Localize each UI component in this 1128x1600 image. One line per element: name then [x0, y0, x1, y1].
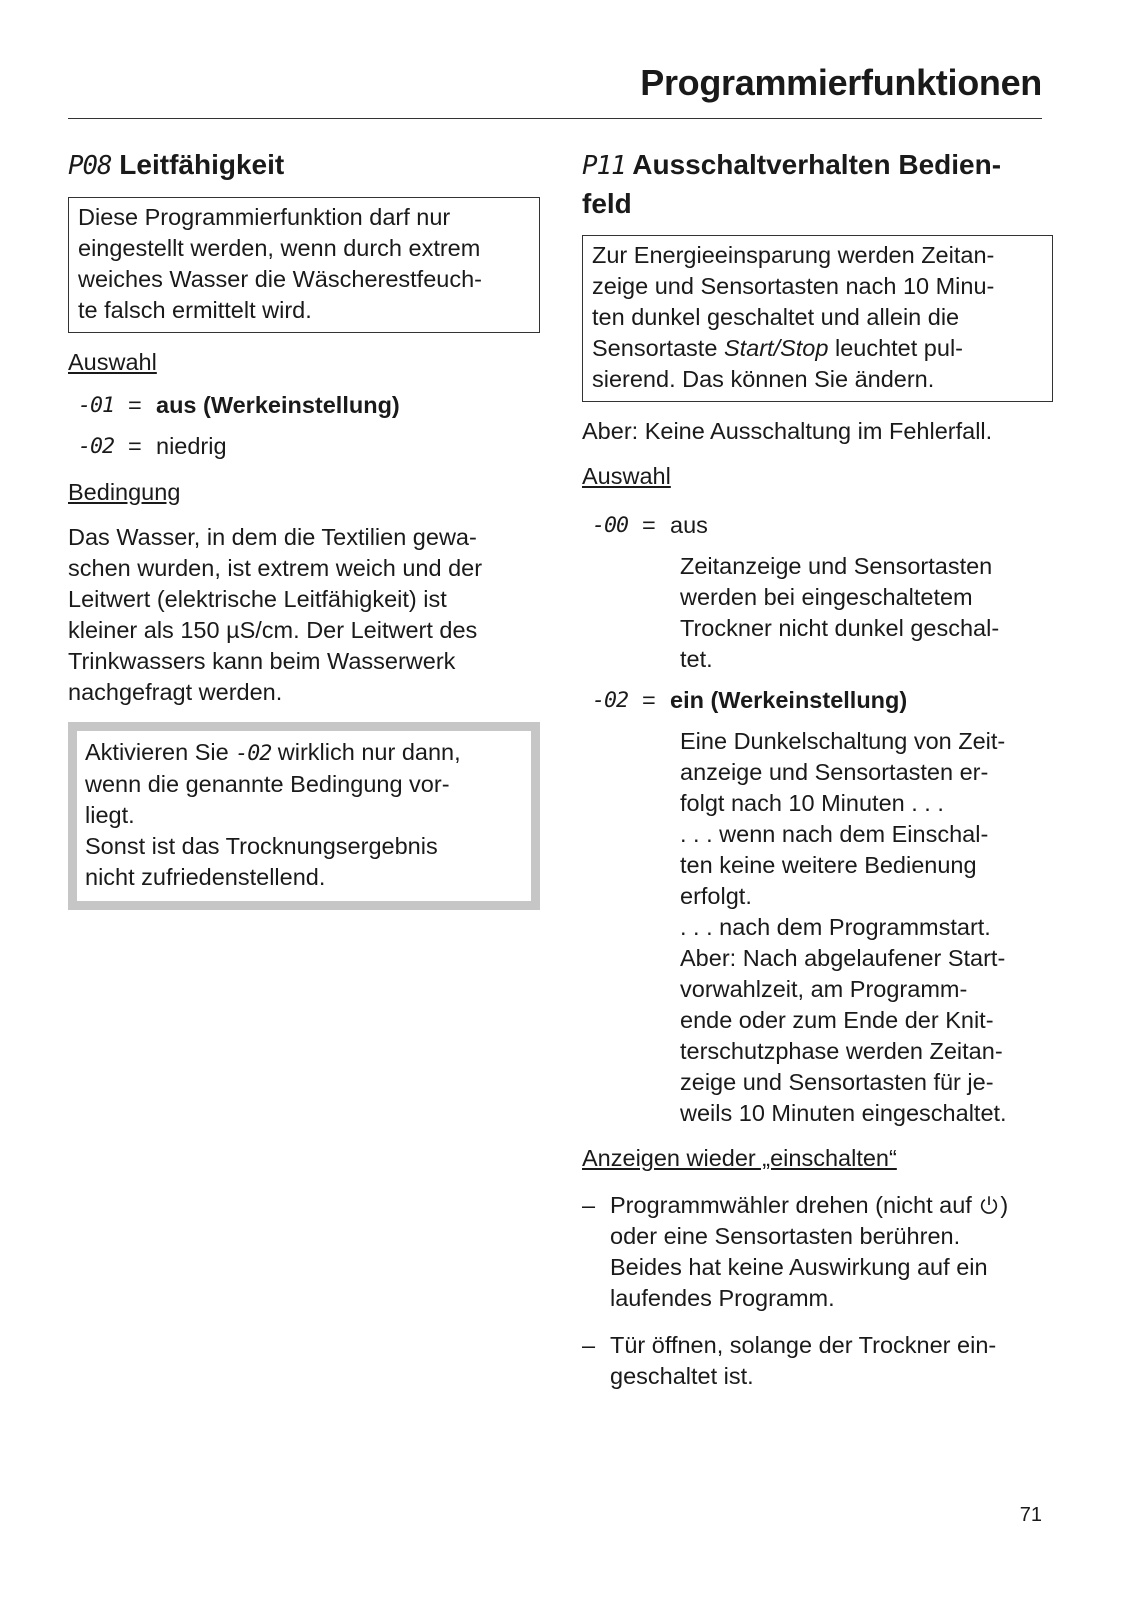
option-code: -00	[592, 513, 629, 538]
text-line: erfolgt.	[680, 883, 752, 909]
text-line: Zeitanzeige und Sensortasten	[680, 553, 993, 579]
bullet-dash: –	[582, 1332, 596, 1358]
text-line: werden bei eingeschaltetem	[680, 584, 973, 610]
section-title: Ausschaltverhalten Bedien-	[632, 149, 1002, 180]
warning-line: liegt.	[85, 802, 135, 828]
section-title-cont: feld	[582, 188, 632, 219]
warning-text: wirklich nur dann,	[277, 739, 461, 765]
option-row	[582, 510, 1062, 541]
text-line: zeige und Sensortasten für je-	[680, 1069, 994, 1095]
option-row	[582, 685, 1062, 716]
warning-line: wenn die genannte Bedingung vor-	[85, 771, 450, 797]
option-description	[680, 726, 1062, 1129]
text-line: terschutzphase werden Zeitan-	[680, 1038, 1003, 1064]
notice-line: ten dunkel geschaltet und allein die	[592, 304, 960, 330]
text-line: Beides hat keine Auswirkung auf ein	[610, 1254, 988, 1280]
text-line: kleiner als 150 µS/cm. Der Leitwert des	[68, 617, 478, 643]
text-line: Das Wasser, in dem die Textilien gewa-	[68, 524, 477, 550]
page-number: 71	[1019, 1504, 1042, 1526]
text-line: Eine Dunkelschaltung von Zeit-	[680, 728, 1006, 754]
page-header-title: Programmierfunktionen	[640, 62, 1042, 103]
text-line: anzeige und Sensortasten er-	[680, 759, 989, 785]
option-text: aus	[670, 512, 708, 538]
option-code: -02	[78, 434, 115, 459]
bullet-item	[582, 1190, 1062, 1314]
bullet-dash: –	[582, 1192, 596, 1218]
warning-line	[85, 737, 521, 769]
option-text: niedrig	[156, 433, 227, 459]
notice-line: Zur Energieeinsparung werden Zeitan-	[592, 242, 995, 268]
text-line: vorwahlzeit, am Programm-	[680, 976, 968, 1002]
notice-line: eingestellt werden, wenn durch extrem	[78, 235, 481, 261]
text-line: folgt nach 10 Minuten . . .	[680, 790, 944, 816]
option-code: -01	[78, 393, 115, 418]
option-text: aus (Werkeinstellung)	[156, 392, 400, 418]
section-heading-p08	[68, 146, 540, 185]
notice-line: te falsch ermittelt wird.	[78, 297, 312, 323]
bullet-text: Programmwähler drehen (nicht auf	[610, 1192, 972, 1218]
text-line: . . . nach dem Programmstart.	[680, 914, 991, 940]
bedingung-label: Bedingung	[68, 479, 181, 505]
text-line: Trockner nicht dunkel geschal-	[680, 615, 1000, 641]
warning-line: nicht zufriedenstellend.	[85, 864, 326, 890]
section-title: Leitfähigkeit	[119, 149, 285, 180]
option-text: ein (Werkeinstellung)	[670, 687, 908, 713]
notice-text: leuchtet pul-	[834, 335, 963, 361]
option-description	[680, 551, 1062, 675]
text-line: ende oder zum Ende der Knit-	[680, 1007, 994, 1033]
start-stop-key: Start/Stop	[723, 335, 829, 361]
notice-box	[68, 197, 540, 333]
header-divider	[68, 118, 1042, 119]
einschalten-label: Anzeigen wieder „einschalten“	[582, 1145, 897, 1171]
auswahl-label: Auswahl	[68, 349, 157, 375]
notice-box	[582, 235, 1053, 402]
text-line: schen wurden, ist extrem weich und der	[68, 555, 483, 581]
warning-text: Aktivieren Sie	[85, 739, 229, 765]
notice-line: weiches Wasser die Wäscherestfeuch-	[78, 266, 482, 292]
power-icon	[978, 1194, 1000, 1216]
text-line: . . . wenn nach dem Einschal-	[680, 821, 989, 847]
option-equals: =	[642, 687, 656, 713]
notice-line: zeige und Sensortasten nach 10 Minu-	[592, 273, 995, 299]
bullet-item	[582, 1330, 1062, 1392]
warning-code: -02	[235, 741, 272, 766]
section-code: P11	[582, 151, 626, 181]
text-line: Leitwert (elektrische Leitfähigkeit) ist	[68, 586, 447, 612]
warning-line: Sonst ist das Trocknungsergebnis	[85, 833, 438, 859]
text-line: tet.	[680, 646, 713, 672]
section-code: P08	[68, 151, 112, 181]
notice-text: Sensortaste	[592, 335, 718, 361]
bullet-text: )	[1000, 1192, 1009, 1218]
text-line: geschaltet ist.	[610, 1363, 754, 1389]
notice-line: sierend. Das können Sie ändern.	[592, 366, 935, 392]
option-equals: =	[642, 512, 656, 538]
option-row	[68, 390, 540, 421]
left-column	[68, 146, 540, 910]
text-line: Aber: Nach abgelaufener Start-	[680, 945, 1006, 971]
section-heading-p11	[582, 146, 1062, 222]
text-line: laufendes Programm.	[610, 1285, 835, 1311]
notice-line: Diese Programmierfunktion darf nur	[78, 204, 451, 230]
text-line	[610, 1190, 1062, 1221]
option-code: -02	[592, 688, 629, 713]
text-line: Trinkwassers kann beim Wasserwerk	[68, 648, 456, 674]
warning-box	[68, 722, 540, 910]
text-line: ten keine weitere Bedienung	[680, 852, 977, 878]
text-line: oder eine Sensortasten berühren.	[610, 1223, 961, 1249]
notice-line	[592, 333, 1042, 364]
aber-text: Aber: Keine Ausschaltung im Fehlerfall.	[582, 418, 993, 444]
text-line: weils 10 Minuten eingeschaltet.	[680, 1100, 1007, 1126]
option-row	[68, 431, 540, 462]
bedingung-text	[68, 522, 540, 708]
option-equals: =	[128, 433, 142, 459]
text-line: nachgefragt werden.	[68, 679, 283, 705]
option-equals: =	[128, 392, 142, 418]
text-line: Tür öffnen, solange der Trockner ein-	[610, 1332, 997, 1358]
right-column	[582, 146, 1062, 1392]
auswahl-label: Auswahl	[582, 463, 671, 489]
